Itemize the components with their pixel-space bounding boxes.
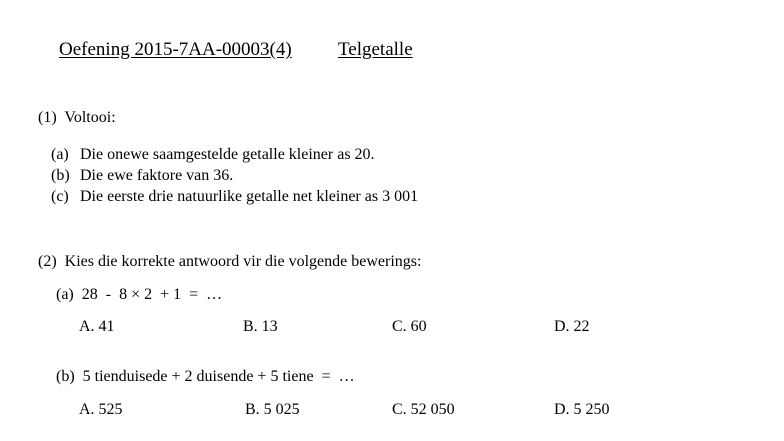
exercise-code: Oefening 2015-7AA-00003(4)	[59, 39, 292, 60]
question-2b-option-c: C. 52 050	[392, 401, 455, 418]
question-2a-option-c: C. 60	[392, 318, 427, 335]
question-1a-text: Die onewe saamgestelde getalle kleiner as 20.	[80, 146, 375, 163]
question-1b-text: Die ewe faktore van 36.	[80, 167, 234, 184]
question-1c-text: Die eerste drie natuurlike getalle net kleiner as 3 001	[80, 188, 419, 205]
topic-title: Telgetalle	[338, 39, 413, 60]
question-2a-option-a: A. 41	[79, 318, 115, 335]
question-2-label: (2) Kies die korrekte antwoord vir die volgende bewerings:	[38, 253, 422, 270]
question-2a-prompt: (a) 28 - 8 × 2 + 1 = …	[56, 286, 223, 303]
question-2a-option-d: D. 22	[554, 318, 590, 335]
question-2b-option-b: B. 5 025	[245, 401, 300, 418]
question-1c-letter: (c)	[51, 188, 69, 205]
question-2b-option-d: D. 5 250	[554, 401, 610, 418]
question-2b-option-a: A. 525	[79, 401, 123, 418]
question-1-label: (1) Voltooi:	[38, 109, 116, 126]
question-2a-option-b: B. 13	[243, 318, 278, 335]
question-2b-prompt: (b) 5 tienduisede + 2 duisende + 5 tiene = …	[56, 368, 355, 385]
question-1a-letter: (a)	[51, 146, 69, 163]
question-1b-letter: (b)	[51, 167, 70, 184]
